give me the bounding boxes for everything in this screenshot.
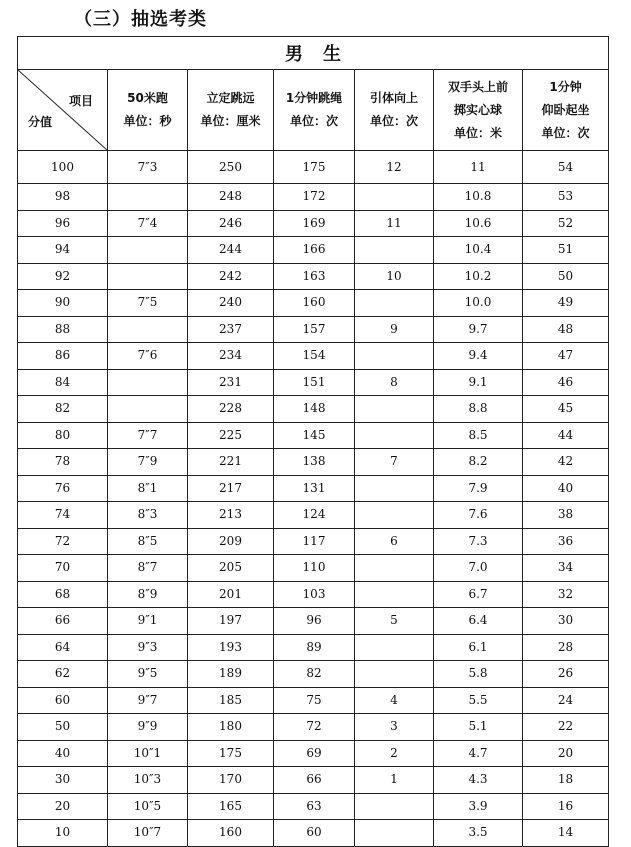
cell-sit-ups: 52 — [523, 210, 609, 237]
cell-sit-ups: 28 — [523, 634, 609, 661]
cell-standing-long-jump: 217 — [188, 475, 274, 502]
cell-sit-ups: 40 — [523, 475, 609, 502]
gender-title: 男生 — [18, 37, 609, 70]
score-table — [17, 36, 609, 847]
cell-pull-ups — [355, 555, 434, 582]
cell-score: 100 — [18, 151, 108, 184]
cell-rope-skipping: 66 — [274, 767, 355, 794]
cell-rope-skipping: 110 — [274, 555, 355, 582]
diagonal-line — [18, 70, 107, 150]
cell-medicine-ball-throw: 7.0 — [434, 555, 523, 582]
cell-medicine-ball-throw: 5.8 — [434, 661, 523, 688]
table-row — [18, 475, 609, 502]
cell-pull-ups — [355, 793, 434, 820]
cell-standing-long-jump: 221 — [188, 449, 274, 476]
table-row — [18, 793, 609, 820]
cell-standing-long-jump: 160 — [188, 820, 274, 847]
cell-pull-ups: 8 — [355, 369, 434, 396]
cell-medicine-ball-throw: 10.2 — [434, 263, 523, 290]
cell-sit-ups: 51 — [523, 237, 609, 264]
table-row — [18, 528, 609, 555]
cell-sit-ups: 18 — [523, 767, 609, 794]
table-row — [18, 608, 609, 635]
cell-medicine-ball-throw: 10.6 — [434, 210, 523, 237]
cell-sit-ups: 49 — [523, 290, 609, 317]
cell-50m-run: 8″5 — [108, 528, 188, 555]
cell-50m-run: 10″3 — [108, 767, 188, 794]
column-header-pull-ups: 引体向上 单位：次 — [355, 70, 434, 151]
cell-medicine-ball-throw: 6.1 — [434, 634, 523, 661]
cell-standing-long-jump: 231 — [188, 369, 274, 396]
cell-standing-long-jump: 225 — [188, 422, 274, 449]
cell-medicine-ball-throw: 5.5 — [434, 687, 523, 714]
cell-medicine-ball-throw: 9.7 — [434, 316, 523, 343]
cell-score: 64 — [18, 634, 108, 661]
cell-sit-ups: 20 — [523, 740, 609, 767]
table-row — [18, 502, 609, 529]
cell-standing-long-jump: 248 — [188, 184, 274, 211]
table-row — [18, 237, 609, 264]
cell-pull-ups: 5 — [355, 608, 434, 635]
cell-score: 70 — [18, 555, 108, 582]
cell-medicine-ball-throw: 4.7 — [434, 740, 523, 767]
table-row — [18, 151, 609, 184]
cell-sit-ups: 48 — [523, 316, 609, 343]
cell-medicine-ball-throw: 4.3 — [434, 767, 523, 794]
cell-50m-run — [108, 184, 188, 211]
cell-score: 20 — [18, 793, 108, 820]
cell-50m-run: 9″7 — [108, 687, 188, 714]
cell-pull-ups — [355, 422, 434, 449]
table-row — [18, 767, 609, 794]
cell-rope-skipping: 154 — [274, 343, 355, 370]
table-row — [18, 687, 609, 714]
cell-50m-run — [108, 396, 188, 423]
cell-score: 90 — [18, 290, 108, 317]
cell-rope-skipping: 160 — [274, 290, 355, 317]
table-row — [18, 422, 609, 449]
cell-50m-run — [108, 316, 188, 343]
cell-standing-long-jump: 193 — [188, 634, 274, 661]
corner-score-label: 分值 — [28, 115, 53, 129]
cell-standing-long-jump: 201 — [188, 581, 274, 608]
cell-standing-long-jump: 185 — [188, 687, 274, 714]
cell-sit-ups: 47 — [523, 343, 609, 370]
cell-medicine-ball-throw: 8.5 — [434, 422, 523, 449]
cell-score: 98 — [18, 184, 108, 211]
cell-50m-run: 9″5 — [108, 661, 188, 688]
cell-standing-long-jump: 213 — [188, 502, 274, 529]
cell-medicine-ball-throw: 10.4 — [434, 237, 523, 264]
cell-pull-ups: 11 — [355, 210, 434, 237]
cell-standing-long-jump: 189 — [188, 661, 274, 688]
cell-rope-skipping: 75 — [274, 687, 355, 714]
cell-standing-long-jump: 244 — [188, 237, 274, 264]
cell-rope-skipping: 157 — [274, 316, 355, 343]
header-row — [18, 70, 609, 151]
cell-sit-ups: 54 — [523, 151, 609, 184]
cell-pull-ups: 4 — [355, 687, 434, 714]
cell-pull-ups: 7 — [355, 449, 434, 476]
cell-score: 86 — [18, 343, 108, 370]
cell-standing-long-jump: 197 — [188, 608, 274, 635]
table-row — [18, 184, 609, 211]
cell-pull-ups — [355, 475, 434, 502]
cell-score: 78 — [18, 449, 108, 476]
cell-standing-long-jump: 180 — [188, 714, 274, 741]
table-row — [18, 263, 609, 290]
cell-rope-skipping: 148 — [274, 396, 355, 423]
score-table-body — [18, 151, 609, 847]
gender-row — [18, 37, 609, 70]
cell-rope-skipping: 96 — [274, 608, 355, 635]
cell-pull-ups — [355, 184, 434, 211]
cell-score: 76 — [18, 475, 108, 502]
cell-pull-ups: 6 — [355, 528, 434, 555]
cell-sit-ups: 44 — [523, 422, 609, 449]
table-row — [18, 555, 609, 582]
cell-pull-ups — [355, 820, 434, 847]
cell-medicine-ball-throw: 7.3 — [434, 528, 523, 555]
cell-rope-skipping: 117 — [274, 528, 355, 555]
cell-standing-long-jump: 234 — [188, 343, 274, 370]
cell-sit-ups: 53 — [523, 184, 609, 211]
cell-sit-ups: 46 — [523, 369, 609, 396]
column-header-50m-run: 50米跑 单位：秒 — [108, 70, 188, 151]
cell-sit-ups: 16 — [523, 793, 609, 820]
cell-sit-ups: 36 — [523, 528, 609, 555]
cell-score: 60 — [18, 687, 108, 714]
cell-medicine-ball-throw: 10.0 — [434, 290, 523, 317]
cell-sit-ups: 24 — [523, 687, 609, 714]
cell-score: 94 — [18, 237, 108, 264]
cell-pull-ups — [355, 634, 434, 661]
cell-sit-ups: 50 — [523, 263, 609, 290]
cell-standing-long-jump: 175 — [188, 740, 274, 767]
cell-score: 30 — [18, 767, 108, 794]
cell-score: 72 — [18, 528, 108, 555]
table-row — [18, 661, 609, 688]
cell-medicine-ball-throw: 5.1 — [434, 714, 523, 741]
cell-score: 50 — [18, 714, 108, 741]
cell-50m-run: 7″7 — [108, 422, 188, 449]
cell-50m-run — [108, 263, 188, 290]
cell-score: 88 — [18, 316, 108, 343]
cell-50m-run: 10″7 — [108, 820, 188, 847]
cell-50m-run: 7″9 — [108, 449, 188, 476]
cell-50m-run: 7″3 — [108, 151, 188, 184]
cell-standing-long-jump: 165 — [188, 793, 274, 820]
cell-standing-long-jump: 237 — [188, 316, 274, 343]
cell-rope-skipping: 72 — [274, 714, 355, 741]
cell-score: 68 — [18, 581, 108, 608]
cell-50m-run: 8″3 — [108, 502, 188, 529]
cell-standing-long-jump: 228 — [188, 396, 274, 423]
cell-medicine-ball-throw: 9.1 — [434, 369, 523, 396]
cell-50m-run: 8″7 — [108, 555, 188, 582]
cell-score: 84 — [18, 369, 108, 396]
cell-score: 10 — [18, 820, 108, 847]
cell-score: 96 — [18, 210, 108, 237]
cell-rope-skipping: 63 — [274, 793, 355, 820]
cell-medicine-ball-throw: 11 — [434, 151, 523, 184]
cell-sit-ups: 14 — [523, 820, 609, 847]
cell-pull-ups — [355, 502, 434, 529]
cell-score: 82 — [18, 396, 108, 423]
cell-50m-run: 7″5 — [108, 290, 188, 317]
table-row — [18, 581, 609, 608]
cell-score: 66 — [18, 608, 108, 635]
cell-standing-long-jump: 170 — [188, 767, 274, 794]
cell-pull-ups — [355, 581, 434, 608]
table-row — [18, 634, 609, 661]
cell-sit-ups: 26 — [523, 661, 609, 688]
cell-standing-long-jump: 205 — [188, 555, 274, 582]
cell-pull-ups: 2 — [355, 740, 434, 767]
cell-50m-run: 7″4 — [108, 210, 188, 237]
cell-sit-ups: 30 — [523, 608, 609, 635]
cell-pull-ups — [355, 343, 434, 370]
table-row — [18, 210, 609, 237]
column-header-rope-skipping: 1分钟跳绳 单位：次 — [274, 70, 355, 151]
cell-sit-ups: 32 — [523, 581, 609, 608]
cell-standing-long-jump: 209 — [188, 528, 274, 555]
cell-medicine-ball-throw: 3.9 — [434, 793, 523, 820]
cell-rope-skipping: 131 — [274, 475, 355, 502]
table-row — [18, 714, 609, 741]
cell-medicine-ball-throw: 3.5 — [434, 820, 523, 847]
cell-rope-skipping: 151 — [274, 369, 355, 396]
cell-sit-ups: 22 — [523, 714, 609, 741]
cell-rope-skipping: 82 — [274, 661, 355, 688]
cell-pull-ups: 9 — [355, 316, 434, 343]
cell-medicine-ball-throw: 8.2 — [434, 449, 523, 476]
cell-rope-skipping: 138 — [274, 449, 355, 476]
corner-header-cell — [18, 70, 108, 151]
cell-sit-ups: 38 — [523, 502, 609, 529]
cell-medicine-ball-throw: 9.4 — [434, 343, 523, 370]
table-row — [18, 369, 609, 396]
cell-score: 74 — [18, 502, 108, 529]
table-row — [18, 343, 609, 370]
cell-50m-run — [108, 237, 188, 264]
corner-item-label: 项目 — [68, 94, 93, 108]
cell-50m-run: 7″6 — [108, 343, 188, 370]
cell-50m-run: 9″9 — [108, 714, 188, 741]
cell-50m-run: 9″1 — [108, 608, 188, 635]
table-row — [18, 449, 609, 476]
cell-50m-run: 8″1 — [108, 475, 188, 502]
cell-medicine-ball-throw: 7.9 — [434, 475, 523, 502]
cell-50m-run — [108, 369, 188, 396]
cell-medicine-ball-throw: 6.4 — [434, 608, 523, 635]
cell-standing-long-jump: 242 — [188, 263, 274, 290]
cell-rope-skipping: 103 — [274, 581, 355, 608]
column-header-sit-ups: 1分钟 仰卧起坐 单位：次 — [523, 70, 609, 151]
cell-rope-skipping: 60 — [274, 820, 355, 847]
table-row — [18, 740, 609, 767]
cell-pull-ups — [355, 290, 434, 317]
cell-rope-skipping: 175 — [274, 151, 355, 184]
table-row — [18, 290, 609, 317]
cell-medicine-ball-throw: 7.6 — [434, 502, 523, 529]
cell-medicine-ball-throw: 8.8 — [434, 396, 523, 423]
cell-rope-skipping: 172 — [274, 184, 355, 211]
cell-sit-ups: 34 — [523, 555, 609, 582]
cell-pull-ups — [355, 237, 434, 264]
table-row — [18, 396, 609, 423]
table-row — [18, 820, 609, 847]
cell-score: 62 — [18, 661, 108, 688]
cell-medicine-ball-throw: 10.8 — [434, 184, 523, 211]
cell-rope-skipping: 89 — [274, 634, 355, 661]
cell-sit-ups: 42 — [523, 449, 609, 476]
cell-pull-ups: 1 — [355, 767, 434, 794]
cell-rope-skipping: 166 — [274, 237, 355, 264]
cell-standing-long-jump: 246 — [188, 210, 274, 237]
cell-50m-run: 10″5 — [108, 793, 188, 820]
cell-standing-long-jump: 240 — [188, 290, 274, 317]
cell-score: 80 — [18, 422, 108, 449]
cell-pull-ups — [355, 396, 434, 423]
table-row — [18, 316, 609, 343]
cell-score: 92 — [18, 263, 108, 290]
cell-rope-skipping: 169 — [274, 210, 355, 237]
column-header-medicine-ball-throw: 双手头上前 掷实心球 单位：米 — [434, 70, 523, 151]
cell-pull-ups: 10 — [355, 263, 434, 290]
cell-pull-ups: 3 — [355, 714, 434, 741]
cell-medicine-ball-throw: 6.7 — [434, 581, 523, 608]
section-title: （三）抽选考类 — [74, 9, 207, 30]
cell-score: 40 — [18, 740, 108, 767]
column-header-standing-long-jump: 立定跳远 单位：厘米 — [188, 70, 274, 151]
cell-standing-long-jump: 250 — [188, 151, 274, 184]
cell-50m-run: 8″9 — [108, 581, 188, 608]
cell-sit-ups: 45 — [523, 396, 609, 423]
cell-50m-run: 10″1 — [108, 740, 188, 767]
cell-rope-skipping: 69 — [274, 740, 355, 767]
cell-50m-run: 9″3 — [108, 634, 188, 661]
cell-rope-skipping: 145 — [274, 422, 355, 449]
cell-rope-skipping: 124 — [274, 502, 355, 529]
cell-pull-ups: 12 — [355, 151, 434, 184]
cell-rope-skipping: 163 — [274, 263, 355, 290]
cell-pull-ups — [355, 661, 434, 688]
